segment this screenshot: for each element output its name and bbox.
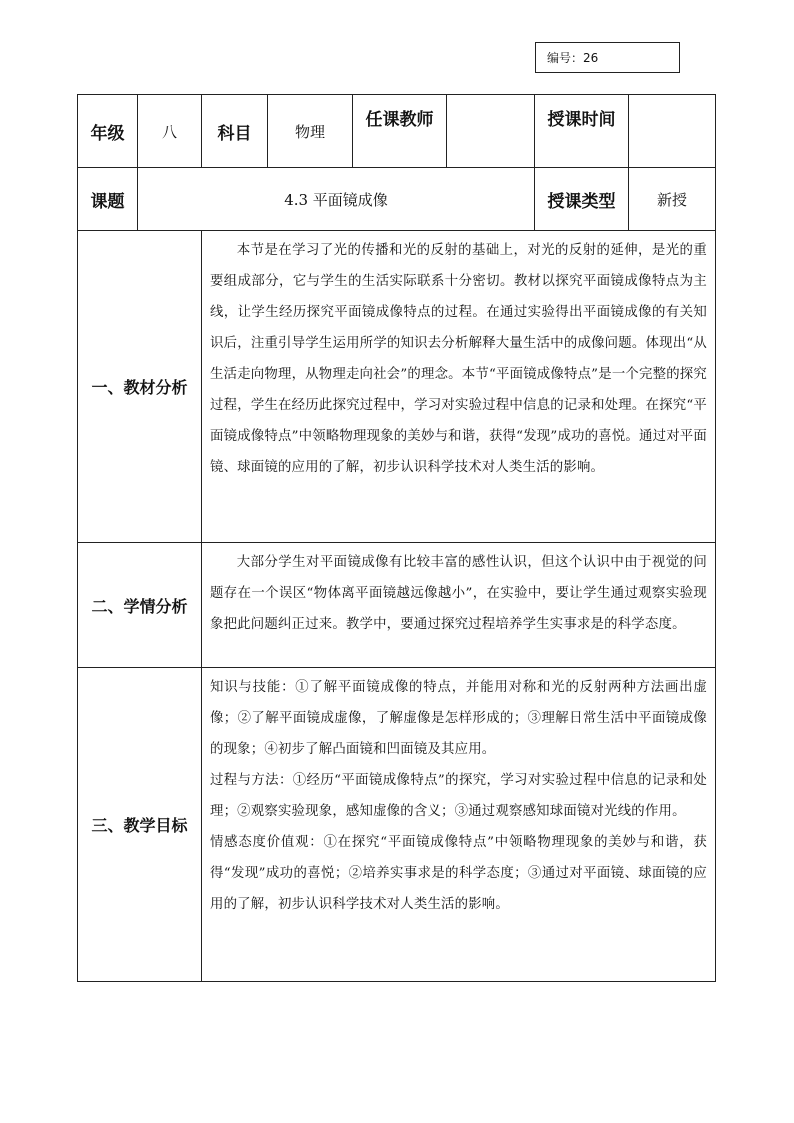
time-label: 授课时间 xyxy=(535,95,629,168)
topic-value: 4.3 平面镜成像 xyxy=(138,168,535,231)
topic-label: 课题 xyxy=(78,168,138,231)
section-row-student-analysis xyxy=(78,543,716,668)
teacher-label: 任课教师 xyxy=(353,95,447,168)
section-row-teaching-objectives xyxy=(78,668,716,982)
section-content xyxy=(202,543,716,668)
grade-value: 八 xyxy=(138,95,202,168)
section-label: 二、学情分析 xyxy=(78,543,202,668)
grade-label: 年级 xyxy=(78,95,138,168)
lesson-plan-table xyxy=(77,94,716,982)
section-label: 一、教材分析 xyxy=(78,231,202,543)
section-content xyxy=(202,231,716,543)
objective-attitude: 情感态度价值观：①在探究“平面镜成像特点”中领略物理现象的美妙与和谐，获得“发现”成功的喜悦；②培养实事求是的科学态度；③通过对平面镜、球面镜的应用的了解，初步认识科学技术对人类生活的影响。 xyxy=(210,835,707,912)
section-label: 三、教学目标 xyxy=(78,668,202,982)
document-code-box: 编号：26 xyxy=(535,42,680,73)
header-row-2 xyxy=(78,168,716,231)
teacher-value xyxy=(447,95,535,168)
type-value: 新授 xyxy=(629,168,716,231)
time-value xyxy=(629,95,716,168)
section-paragraph: 本节是在学习了光的传播和光的反射的基础上，对光的反射的延伸，是光的重要组成部分，它与学生的生活实际联系十分密切。教材以探究平面镜成像特点为主线，让学生经历探究平面镜成像特点的过程。在通过实验得出平面镜成像的有关知识后，注重引导学生运用所学的知识去分析解释大量生活中的成像问题。体现出“从生活走向物理，从物理走向社会”的理念。本节“平面镜成像特点”是一个完整的探究过程，学生在经历此探究过程中，学习对实验过程中信息的记录和处理。在探究“平面镜成像特点”中领略物理现象的美妙与和谐，获得“发现”成功的喜悦。通过对平面镜、球面镜的应用的了解，初步认识科学技术对人类生活的影响。 xyxy=(210,243,707,475)
objective-knowledge: 知识与技能：①了解平面镜成像的特点，并能用对称和光的反射两种方法画出虚像；②了解平面镜成虚像，了解虚像是怎样形成的；③理解日常生活中平面镜成像的现象；④初步了解凸面镜和凹面镜及其应用。 xyxy=(210,680,707,757)
objective-process: 过程与方法：①经历“平面镜成像特点”的探究，学习对实验过程中信息的记录和处理；②观察实验现象，感知虚像的含义；③通过观察感知球面镜对光线的作用。 xyxy=(210,773,707,819)
type-label: 授课类型 xyxy=(535,168,629,231)
section-row-textbook-analysis xyxy=(78,231,716,543)
subject-label: 科目 xyxy=(202,95,268,168)
section-paragraph: 大部分学生对平面镜成像有比较丰富的感性认识，但这个认识中由于视觉的问题存在一个误区“物体离平面镜越远像越小”，在实验中，要让学生通过观察实验现象把此问题纠正过来。教学中，要通过探究过程培养学生实事求是的科学态度。 xyxy=(210,555,707,632)
subject-value: 物理 xyxy=(268,95,353,168)
section-content xyxy=(202,668,716,982)
header-row-1 xyxy=(78,95,716,168)
